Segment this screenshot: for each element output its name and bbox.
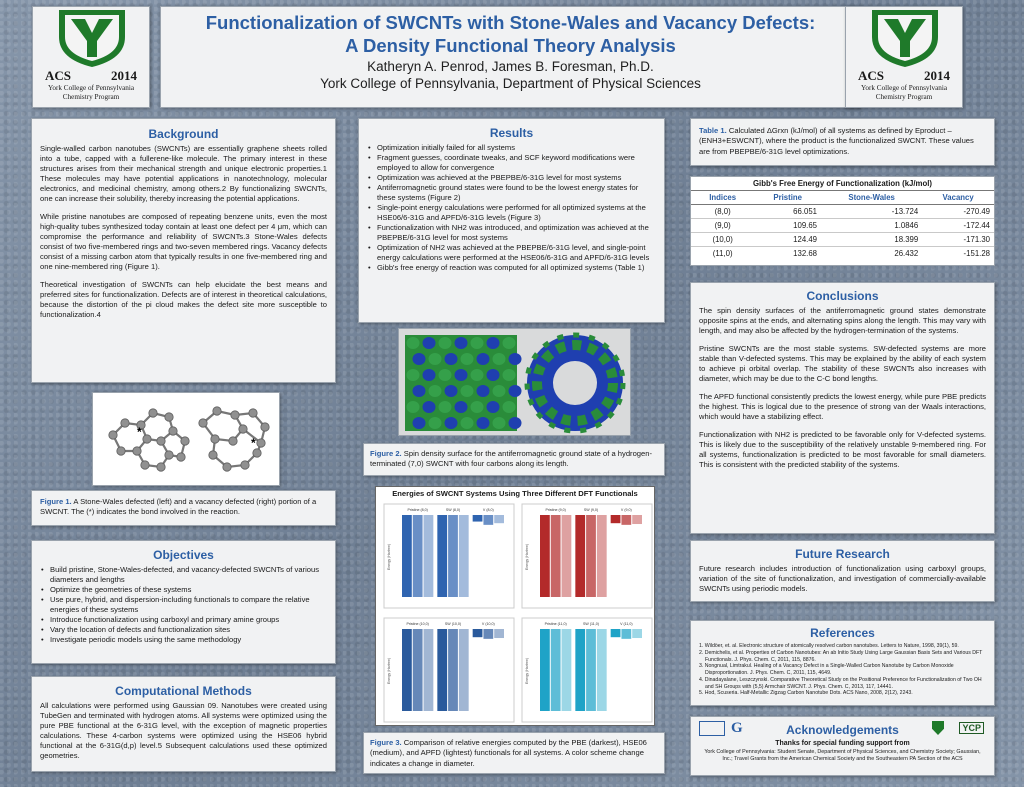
table-cell: -171.30 bbox=[922, 233, 994, 247]
chart-bar bbox=[632, 515, 642, 524]
spin-lobe bbox=[487, 369, 500, 381]
chart-category-label: V (8,0) bbox=[482, 508, 494, 512]
table-cell: (9,0) bbox=[691, 219, 754, 233]
chart-panel bbox=[522, 618, 652, 722]
chart-bar bbox=[483, 629, 493, 639]
spin-lobe bbox=[407, 401, 420, 413]
spin-lobe bbox=[477, 417, 490, 429]
table1-caption bbox=[690, 118, 995, 166]
objectives-list bbox=[40, 565, 327, 645]
spin-lobe bbox=[455, 337, 468, 349]
table-cell: 66.051 bbox=[754, 205, 821, 219]
figure3-chart bbox=[375, 486, 655, 726]
spin-lobe bbox=[445, 353, 458, 365]
poster-authors: Katheryn A. Penrod, James B. Foresman, Ph.D. bbox=[367, 59, 654, 75]
poster-header bbox=[160, 6, 861, 108]
background-paragraph-1: Single-walled carbon nanotubes (SWCNTs) are essentially graphene sheets rolled into a tube, capped with a fullerene-like molecule. The primary interest in these structures arises from their mechanical strength and unique electronic properties.1 These molecules may have potential applications in nanotechnology, molecular electronics, and medicinal chemistry, among others.2 By functionalizing SWCNTs, one can increase their solubility, thereby increasing the potential applications. bbox=[40, 144, 327, 204]
bond-star-left: * bbox=[137, 425, 142, 439]
spin-lobe bbox=[439, 369, 452, 381]
spin-lobe bbox=[445, 417, 458, 429]
spin-lobe bbox=[445, 385, 458, 397]
future-research-section bbox=[690, 540, 995, 602]
logo-line1: York College of Pennsylvania bbox=[47, 84, 135, 92]
list-item: 5. Hod, Scuseria. Half-Metallic Zigzag Carbon Nanotube Dots. ACS Nano, 2008, 2(12), 2243. bbox=[699, 690, 913, 697]
chart-panel bbox=[384, 618, 514, 722]
conclusions-paragraph-2: Pristine SWCNTs are the most stable systems. SW-defected systems are more stable than V-defected systems. This may be explained by the ability of each system to achieve pi orbital overlap. The stability of these SWCNTs also increases with diameter, which may be due to the C-C bond lengths. bbox=[699, 344, 986, 384]
chart-bar bbox=[448, 629, 458, 711]
gibbs-table bbox=[691, 177, 994, 260]
chart-category-label: Pristine (11,0) bbox=[544, 622, 567, 626]
spin-lobe bbox=[407, 369, 420, 381]
chart-bar bbox=[562, 629, 572, 711]
future-research-text: Future research includes introduction of functionalization using carboxyl groups, variation of the site of functionalization, and investigation of commercially-available SWCNTs using periodic models. bbox=[699, 564, 986, 594]
spin-lobe bbox=[487, 337, 500, 349]
list-item: • Introduce functionalization using carboxyl and primary amine groups bbox=[40, 615, 327, 625]
chart-ylabel: Energy (Hartree) bbox=[525, 657, 529, 684]
conclusions-paragraph-1: The spin density surfaces of the antiferromagnetic ground states demonstrate opposite spins at the ends, and alternating spins along the length. This may vary with length, and may also be affected by the hydrogen-termination of the systems. bbox=[699, 306, 986, 336]
logo-year-text: 2014 bbox=[111, 68, 137, 83]
list-item: 4. Dinadayalane, Leszczynski. Comparative Theoretical Study on the Positional Preference for Functionalization of Two OH and SH Groups with (5,5) Armchair SWCNT. J. Phys. Chem. C, 2013, 117, 14441. bbox=[699, 676, 982, 690]
y-shield-logo-icon bbox=[33, 7, 150, 69]
acknowledgements-subtitle: Thanks for special funding support from bbox=[775, 740, 910, 747]
list-item: • Optimization was achieved at the PBEPBE/6-31G level for most systems bbox=[367, 173, 656, 183]
spin-lobe bbox=[477, 353, 490, 365]
gibbs-table-header-row bbox=[691, 191, 994, 205]
list-item: 2. Demichelis, et al. Properties of Carbon Nanotubes: An ab Initio Study Using Large Gaussian Basis Sets and Various DFT Functionals. J. Phys. Chem. C, 2011, 115, 8876. bbox=[699, 649, 983, 663]
chart-bar bbox=[597, 515, 607, 597]
poster-title-line2: A Density Functional Theory Analysis bbox=[345, 34, 676, 56]
chart-bar bbox=[437, 515, 447, 597]
chart-bar bbox=[448, 515, 458, 597]
acknowledgements-text: York College of Pennsylvania: Student Senate, Department of Physical Sciences, and Chemistry Society; Gaussian, Inc.; Travel Grants from the American Chemical Society and the Southeastern PA Section of the ACS bbox=[704, 749, 981, 763]
table-cell: 18.399 bbox=[821, 233, 922, 247]
spin-lobe bbox=[455, 401, 468, 413]
list-item: • Build pristine, Stone-Wales-defected, and vacancy-defected SWCNTs of various diameters and lengths bbox=[40, 565, 327, 585]
nanotube-side-view bbox=[405, 335, 522, 431]
chart-bar bbox=[473, 515, 483, 522]
chart-category-label: Pristine (9,0) bbox=[545, 508, 566, 512]
chart-bar bbox=[597, 629, 607, 711]
chart-bar bbox=[621, 515, 631, 525]
chart-category-label: V (10,0) bbox=[481, 622, 495, 626]
chart-category-label: SW (8,0) bbox=[445, 508, 461, 512]
list-item: • Gibb's free energy of reaction was computed for all optimized systems (Table 1) bbox=[367, 263, 656, 273]
list-item: • Optimization of NH2 was achieved at the PBEPBE/6-31G level, and single-point energy calculations were performed at the HSE06/6-31G and APFD/6-31G levels bbox=[367, 243, 656, 263]
chart-category-label: SW (10,0) bbox=[444, 622, 462, 626]
ycp-logo-icon: YCP bbox=[959, 722, 984, 734]
chart-bar bbox=[611, 629, 621, 637]
table-cell: -172.44 bbox=[922, 219, 994, 233]
table-cell: (11,0) bbox=[691, 247, 754, 261]
figure2-image bbox=[398, 328, 631, 436]
spin-lobe bbox=[413, 417, 426, 429]
spin-lobe bbox=[423, 337, 436, 349]
background-paragraph-3: Theoretical investigation of SWCNTs can help elucidate the best means and preferred sites for functionalization. Defects are of interest in theoretical calculations, because the distortion of the pi cloud makes the defect site more susceptible to functionalization.4 bbox=[40, 280, 327, 320]
chart-bar bbox=[473, 629, 483, 637]
spin-lobe bbox=[455, 369, 468, 381]
spin-lobe bbox=[461, 385, 474, 397]
spin-lobe bbox=[503, 401, 516, 413]
list-item: • Fragment guesses, coordinate tweaks, and SCF keyword modifications were employed to allow for convergence bbox=[367, 153, 656, 173]
chart-bar bbox=[586, 515, 596, 597]
acknowledgements-title: Acknowledgements bbox=[786, 723, 899, 737]
list-item: • Antiferromagnetic ground states were found to be the lowest energy states for these systems (Figure 2) bbox=[367, 183, 656, 203]
spin-lobe bbox=[509, 417, 522, 429]
chart-bar bbox=[632, 629, 642, 638]
chart-category-label: Pristine (8,0) bbox=[407, 508, 428, 512]
list-item: • Single-point energy calculations were performed for all optimized systems at the HSE06/6-31G and APFD/6-31G levels (Figure 3) bbox=[367, 203, 656, 223]
chart-bar bbox=[413, 515, 423, 597]
spin-lobe bbox=[471, 401, 484, 413]
spin-lobe bbox=[493, 353, 506, 365]
chart-panel bbox=[522, 504, 652, 608]
spin-lobe bbox=[471, 369, 484, 381]
figure3-label: Figure 3. bbox=[370, 738, 402, 747]
methods-section bbox=[31, 676, 336, 772]
list-item: • Functionalization with NH2 was introduced, and optimization was achieved at the PBEPBE/6-31G level for most systems bbox=[367, 223, 656, 243]
chart-category-label: Pristine (10,0) bbox=[406, 622, 429, 626]
objectives-section bbox=[31, 540, 336, 664]
figure3-text: Comparison of relative energies computed by the PBE (darkest), HSE06 (medium), and APFD (lightest) functionals for all systems. A color scheme change indicates a change in diameter. bbox=[370, 738, 647, 768]
list-item: • Investigate periodic models using the same methodology bbox=[40, 635, 327, 645]
chart-category-label: V (11,0) bbox=[620, 622, 633, 626]
table-row bbox=[691, 233, 994, 247]
spin-lobe bbox=[503, 337, 516, 349]
chart-bar bbox=[402, 515, 412, 597]
right-logo bbox=[845, 6, 963, 108]
spin-lobe bbox=[461, 417, 474, 429]
results-title: Results bbox=[489, 126, 534, 140]
chart-bar bbox=[424, 515, 434, 597]
table-cell: (10,0) bbox=[691, 233, 754, 247]
chart-category-label: SW (11,0) bbox=[583, 622, 599, 626]
chart-bar bbox=[413, 629, 423, 711]
spin-lobe bbox=[509, 385, 522, 397]
spin-lobe bbox=[487, 401, 500, 413]
spin-lobe bbox=[439, 337, 452, 349]
chart-bar bbox=[483, 515, 493, 525]
chart-bar bbox=[562, 515, 572, 597]
spin-lobe bbox=[407, 337, 420, 349]
list-item: • Use pure, hybrid, and dispersion-including functionals to compare the relative energies of these systems bbox=[40, 595, 327, 615]
spin-lobe bbox=[423, 369, 436, 381]
table-column-header: Vacancy bbox=[922, 191, 994, 205]
spin-lobe bbox=[461, 353, 474, 365]
list-item: • Optimization initially failed for all systems bbox=[367, 143, 656, 153]
conclusions-paragraph-4: Functionalization with NH2 is predicted to be favorable only for V-defected systems. This is likely due to the susceptibility of the relatively unstable 9-membered ring. For all systems, functionalization is predicted to be most favorable for small diameters. This is consistent with the predicted stability of the systems. bbox=[699, 430, 986, 470]
background-section bbox=[31, 118, 336, 383]
table-row bbox=[691, 219, 994, 233]
poster-affiliation: York College of Pennsylvania, Department of Physical Sciences bbox=[320, 76, 701, 91]
references-list bbox=[699, 643, 986, 697]
table-cell: -151.28 bbox=[922, 247, 994, 261]
table-cell: (8,0) bbox=[691, 205, 754, 219]
spin-lobe bbox=[413, 385, 426, 397]
figure1-caption bbox=[31, 490, 336, 526]
results-section bbox=[358, 118, 665, 323]
background-title: Background bbox=[148, 127, 219, 141]
logo-acs-text: ACS bbox=[45, 68, 72, 83]
figure2-label: Figure 2. bbox=[370, 449, 402, 458]
chart-bar bbox=[551, 515, 561, 597]
left-logo bbox=[32, 6, 150, 108]
list-item: 3. Nongnual, Limtrakul. Healing of a Vacancy Defect in a Single-Walled Carbon Nanotube by Carbon Monoxide Disproportionation. J. Phys. Chem. C, 2011, 115, 4649. bbox=[699, 663, 954, 676]
methods-title: Computational Methods bbox=[115, 684, 252, 698]
poster-title-line1: Functionalization of SWCNTs with Stone-Wales and Vacancy Defects: bbox=[205, 12, 816, 33]
references-title: References bbox=[810, 626, 875, 640]
gibbs-table-container bbox=[690, 176, 995, 266]
chart-bar bbox=[459, 515, 469, 597]
defect-molecule-illustration bbox=[93, 393, 280, 486]
spin-density-surface bbox=[399, 329, 632, 437]
table1-caption-text: Calculated ΔGrxn (kJ/mol) of all systems as defined by Eproduct – (ENH3+ESWCNT), where the product is the functionalized SWCNT. These values are from PBEPBE/6-31G level optimizations. bbox=[699, 126, 974, 156]
background-paragraph-2: While pristine nanotubes are composed of repeating benzene units, even the most high-quality tubes synthesized today contain at least one defect per 4 μm, which can compromise the performance and reliability of SWCNTs.3 Stone-Wales defects consist of two five-membered rings and two-seven membered rings. Vacancy defects consist of a missing carbon atom that typically results in one five-membered ring and one nine-membered ring (Figure 1). bbox=[40, 212, 327, 272]
figure3-caption bbox=[363, 732, 665, 774]
gibbs-table-title: Gibb's Free Energy of Functionalization (kJ/mol) bbox=[691, 177, 994, 191]
table1-label: Table 1. bbox=[699, 126, 727, 135]
chart-bar bbox=[540, 629, 550, 711]
table-cell: 26.432 bbox=[821, 247, 922, 261]
table-cell: -13.724 bbox=[821, 205, 922, 219]
chart-bar bbox=[575, 515, 585, 597]
spin-lobe bbox=[429, 417, 442, 429]
chart-ylabel: Energy (Hartree) bbox=[387, 543, 391, 570]
spin-lobe bbox=[413, 353, 426, 365]
energy-bar-charts bbox=[376, 500, 656, 726]
list-item: • Vary the location of defects and functionalization sites bbox=[40, 625, 327, 635]
chart-bar bbox=[402, 629, 412, 711]
list-item: • Optimize the geometries of these systems bbox=[40, 585, 327, 595]
gaussian-logo-icon: G bbox=[731, 720, 743, 736]
figure3-chart-title: Energies of SWCNT Systems Using Three Different DFT Functionals bbox=[392, 489, 638, 498]
figure1-image bbox=[92, 392, 280, 486]
chart-bar bbox=[611, 515, 621, 523]
logo-line1: York College of Pennsylvania bbox=[860, 84, 948, 92]
chart-category-label: SW (9,0) bbox=[583, 508, 599, 512]
table-row bbox=[691, 205, 994, 219]
spin-lobe bbox=[471, 337, 484, 349]
table-column-header: Indices bbox=[691, 191, 754, 205]
chart-bar bbox=[586, 629, 596, 711]
table-cell: 109.65 bbox=[754, 219, 821, 233]
spin-lobe bbox=[493, 417, 506, 429]
logo-line2: Chemistry Program bbox=[62, 92, 120, 101]
logo-year-text: 2014 bbox=[924, 68, 950, 83]
chart-bar bbox=[424, 629, 434, 711]
figure1-text: A Stone-Wales defected (left) and a vacancy defected (right) portion of a SWCNT. The (*) indicates the bond involved in the reaction. bbox=[40, 497, 317, 517]
table-column-header: Pristine bbox=[754, 191, 821, 205]
spin-lobe bbox=[429, 353, 442, 365]
list-item: 1. Wildöer, et. al. Electronic structure of atomically resolved carbon nanotubes. Letters to Nature, 1998, 39(1), 59. bbox=[699, 643, 959, 649]
spin-lobe bbox=[503, 369, 516, 381]
y-shield-logo-icon bbox=[846, 7, 963, 69]
chart-bar bbox=[540, 515, 550, 597]
conclusions-title: Conclusions bbox=[806, 289, 879, 303]
chart-bar bbox=[437, 629, 447, 711]
spin-lobe bbox=[429, 385, 442, 397]
figure2-text: Spin density surface for the antiferromagnetic ground state of a hydrogen-terminated (7,0) SWCNT with four carbons along its length. bbox=[370, 449, 652, 469]
spin-lobe bbox=[439, 401, 452, 413]
spin-lobe bbox=[493, 385, 506, 397]
references-section bbox=[690, 620, 995, 706]
acknowledgements-section bbox=[690, 716, 995, 776]
chart-bar bbox=[494, 629, 504, 638]
objectives-title: Objectives bbox=[153, 548, 214, 562]
results-list bbox=[367, 143, 656, 273]
chart-bar bbox=[494, 515, 504, 523]
chart-bar bbox=[575, 629, 585, 711]
spin-lobe bbox=[509, 353, 522, 365]
table-row bbox=[691, 247, 994, 261]
table-column-header: Stone-Wales bbox=[821, 191, 922, 205]
conclusions-paragraph-3: The APFD functional consistently predicts the lowest energy, while pure PBE predicts the highest. This is logical due to the presence of strong van der Waals interactions, which would have a stabilizing effect. bbox=[699, 392, 986, 422]
table-cell: 132.68 bbox=[754, 247, 821, 261]
table-cell: 1.0846 bbox=[821, 219, 922, 233]
figure1-label: Figure 1. bbox=[40, 497, 72, 506]
chart-bar bbox=[621, 629, 631, 639]
figure2-caption bbox=[363, 443, 665, 476]
table-cell: 124.49 bbox=[754, 233, 821, 247]
future-research-title: Future Research bbox=[795, 547, 890, 561]
spin-lobe bbox=[477, 385, 490, 397]
methods-text: All calculations were performed using Gaussian 09. Nanotubes were created using TubeGen and terminated with hydrogen atoms. All systems were optimized using the pure PBE functional at the 6-31G level, with the exception of magnetic properties calculations. These 4-carbon systems were optimized using the HSE06 hybrid functional at the 6-31G(d,p) level.5 Subsequent calculations used these optimized geometries. bbox=[40, 701, 327, 761]
chart-panel bbox=[384, 504, 514, 608]
logo-line2: Chemistry Program bbox=[875, 92, 933, 101]
conclusions-section bbox=[690, 282, 995, 534]
chart-bar bbox=[459, 629, 469, 711]
chart-category-label: V (9,0) bbox=[620, 508, 632, 512]
logo-acs-text: ACS bbox=[858, 68, 885, 83]
bond-star-right: * bbox=[251, 436, 256, 450]
chart-ylabel: Energy (Hartree) bbox=[525, 543, 529, 570]
spin-lobe bbox=[423, 401, 436, 413]
table-cell: -270.49 bbox=[922, 205, 994, 219]
nanotube-end-view bbox=[527, 335, 623, 431]
chart-bar bbox=[551, 629, 561, 711]
chart-ylabel: Energy (Hartree) bbox=[387, 657, 391, 684]
